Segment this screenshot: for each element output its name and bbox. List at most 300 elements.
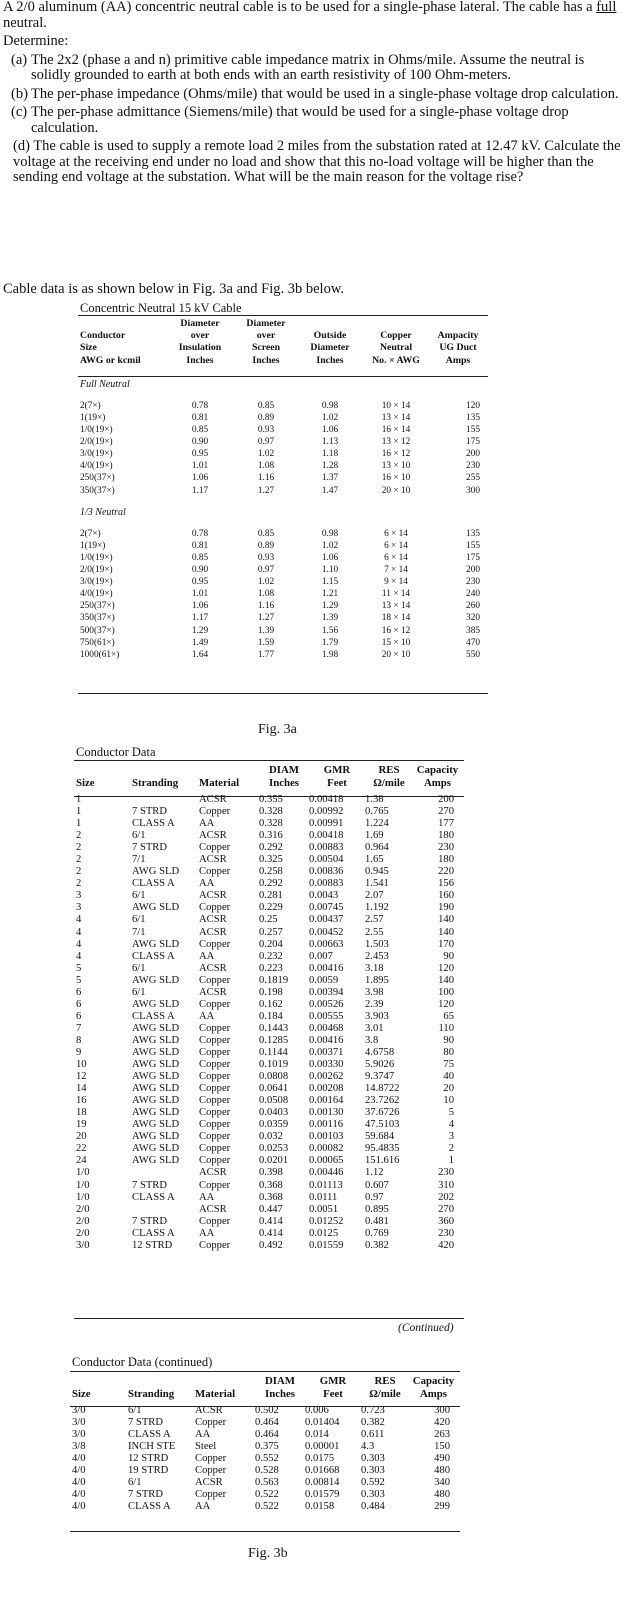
fig3a-cell: 0.97	[257, 437, 275, 448]
cd-cell: 0.01559	[309, 1239, 344, 1251]
table-row	[76, 951, 462, 963]
cd-cell: 90	[443, 950, 454, 962]
cd-cell: 0.00745	[309, 902, 344, 914]
fig3a-cell: 0.85	[257, 528, 275, 539]
fig3a-cell: 0.81	[191, 413, 209, 423]
determine-label: Determine:	[3, 33, 69, 49]
conductor-data-cont-title: Conductor Data (continued)	[72, 1355, 213, 1369]
cd-cell: 59.684	[365, 1131, 395, 1143]
fig3a-col-header-line: Insulation	[178, 342, 222, 354]
fig3a-col-header-line: over	[190, 330, 210, 342]
cd-cell: 80	[443, 1046, 454, 1058]
cd-cell: 360	[438, 1215, 454, 1227]
cd-col-header: Size	[76, 777, 95, 789]
cd-cell: Copper	[195, 1453, 227, 1465]
fig3a-row	[80, 424, 486, 436]
table-row	[76, 1047, 462, 1059]
fig3a-col-header-line: No. × AWG	[372, 354, 420, 366]
cd-cell: 0.00065	[309, 1155, 344, 1167]
cd-cell: CLASS A	[128, 1429, 171, 1441]
fig3a-cell: 350(37×)	[80, 613, 115, 624]
fig3a-row	[80, 400, 486, 412]
fig3a-cell: 6 × 14	[384, 528, 408, 539]
cd-cell: 4/0	[72, 1501, 86, 1513]
cd-cell: 0.97	[365, 1191, 384, 1203]
fig3a-cell: 16 × 12	[381, 449, 411, 460]
cd-cell: 156	[438, 878, 454, 890]
cd-cell: INCH STE	[128, 1441, 176, 1453]
cd-cell: AWG SLD	[132, 1095, 180, 1107]
fig3a-cell: 1.47	[321, 485, 339, 496]
fig3a-cell: 13 × 10	[381, 461, 411, 472]
fig3a-cell: 350(37×)	[80, 485, 115, 496]
cd-cell: 0.01579	[305, 1489, 340, 1501]
cd-cell: 0.528	[255, 1465, 279, 1477]
fig3a-section-row	[80, 379, 486, 391]
cd-col-header: Material	[199, 777, 240, 789]
fig3a-col-header-line: Conductor	[80, 330, 126, 342]
cd-col-header: Feet	[323, 1388, 343, 1400]
cd-cell: Copper	[199, 866, 231, 878]
cd-col-header: Feet	[327, 777, 347, 789]
cd-cell: 0.00416	[309, 1034, 344, 1046]
cd-cell: Copper	[195, 1465, 227, 1477]
cd-cell: 3	[76, 902, 82, 914]
cd-cell: 23.7262	[365, 1095, 400, 1107]
cd-cell: ACSR	[199, 986, 227, 998]
cd-cell: 151.616	[365, 1155, 400, 1167]
cd-col-header-top	[72, 1375, 128, 1388]
fig3b-caption: Fig. 3b	[248, 1546, 288, 1561]
cd-cell: 2.07	[365, 890, 384, 902]
fig3a-cell: 1.29	[191, 625, 209, 636]
cd-cell: 0.00001	[305, 1441, 340, 1453]
cd-cell: 20	[443, 1083, 454, 1095]
cd-col-header: Stranding	[128, 1388, 175, 1400]
cd-cell: 0.232	[259, 950, 283, 962]
cd-cell: 0.0808	[259, 1071, 289, 1083]
cd-cell: 0.964	[365, 842, 389, 854]
cd-cell: 1.69	[365, 830, 384, 842]
cd-cell: 177	[438, 818, 454, 830]
fig3a-col-header-line: Diameter	[246, 318, 286, 329]
cd-cell: 0.502	[255, 1405, 279, 1416]
fig3a-cell: 0.89	[257, 413, 275, 423]
cd-cell: 12 STRD	[128, 1453, 169, 1465]
cd-cell: 1.895	[365, 974, 389, 986]
cd-cell: 0.0201	[259, 1155, 289, 1167]
fig3a-cell: 1.56	[321, 625, 339, 636]
cd-col-header: Size	[72, 1388, 91, 1400]
fig3a-cell: 0.98	[321, 528, 339, 539]
fig3a-cell: 16 × 10	[381, 473, 411, 484]
cd-cell: AWG SLD	[132, 902, 180, 914]
cd-cell: CLASS A	[128, 1501, 171, 1513]
table-row	[72, 1441, 458, 1453]
cd-cell: 0.01668	[305, 1465, 340, 1477]
cd-cell: 9	[76, 1046, 82, 1058]
cd-cell: Copper	[199, 1046, 231, 1058]
fig3a-cell: 1.16	[257, 601, 275, 612]
cd-cell: 3.01	[365, 1022, 384, 1034]
table-row	[76, 818, 462, 830]
table-row	[76, 878, 462, 890]
cd-cell: 1.65	[365, 854, 384, 866]
cd-cell: 4	[76, 914, 82, 926]
cd-cell: 180	[438, 854, 454, 866]
cd-cell: 0.204	[259, 938, 283, 950]
cd-cell: 2.57	[365, 914, 384, 926]
cd-cell: 0.00116	[309, 1119, 344, 1131]
table-row	[76, 1216, 462, 1228]
cd-cell: 0.00082	[309, 1143, 344, 1155]
fig3a-cell: 1.10	[321, 565, 339, 576]
fig3a-cell: 18 × 14	[381, 613, 411, 624]
fig3a-cell: 1.79	[321, 637, 339, 648]
fig3a-cell: 255	[466, 473, 480, 484]
cd-cell: 19 STRD	[128, 1465, 169, 1477]
cd-cell: 0.0125	[309, 1227, 339, 1239]
cd-cell: 0.447	[259, 1203, 283, 1215]
cd-cell: Copper	[195, 1489, 227, 1501]
fig3a-cell: 1.08	[257, 461, 275, 472]
cd-cell: 0.464	[255, 1429, 279, 1441]
cd-cell: AWG SLD	[132, 998, 180, 1010]
table-row	[76, 1071, 462, 1083]
cd-cell: AWG SLD	[132, 1131, 180, 1143]
cd-cell: 2.453	[365, 950, 389, 962]
fig3a-row	[80, 436, 486, 448]
fig3a-bottom-rule	[78, 693, 488, 694]
fig3a-cell: 1.49	[191, 637, 209, 648]
cd-cell: 0.481	[365, 1215, 389, 1227]
fig3a-cell: 1.17	[191, 613, 209, 624]
cd-cell: 8	[76, 1034, 82, 1046]
cd-cell: Copper	[199, 1059, 231, 1071]
cd-cell: 0.414	[259, 1227, 283, 1239]
cd-cell: 2	[76, 854, 82, 866]
fig3a-cell: 175	[466, 552, 480, 563]
table-row	[76, 1143, 462, 1155]
fig3a-cell: 4/0(19×)	[80, 461, 113, 472]
cd-cell: 220	[438, 866, 454, 878]
fig3a-cell: 320	[466, 613, 480, 624]
cd-cell: 140	[438, 926, 454, 938]
cd-cell: ACSR	[199, 914, 227, 926]
cd-cell: ACSR	[199, 1203, 227, 1215]
cd-cell: 1.503	[365, 938, 389, 950]
fig3a-row	[80, 564, 486, 576]
cd-cell: 0.198	[259, 986, 283, 998]
fig3a-cell: 0.85	[191, 425, 209, 436]
cd-cell: 7 STRD	[132, 806, 168, 818]
cd-cell: 0.292	[259, 878, 283, 890]
cd-cell: 0.492	[259, 1239, 283, 1251]
cd-cell: 0.229	[259, 902, 283, 914]
cd-cell: 1	[448, 1155, 454, 1167]
cd-cell: 12	[76, 1071, 87, 1083]
cd-cell: 0.007	[309, 950, 333, 962]
cd-cell: ACSR	[199, 794, 227, 805]
cd-cell: 230	[438, 1227, 454, 1239]
cd-col-header: Ω/mile	[369, 1388, 401, 1400]
fig3a-cell: 16 × 12	[381, 625, 411, 636]
cd-col-header-top: Capacity	[416, 764, 459, 776]
cd-cell: CLASS A	[132, 818, 175, 830]
cd-cell: 0.303	[361, 1489, 385, 1501]
cd-cell: AWG SLD	[132, 974, 180, 986]
cd-cell: 0.223	[259, 962, 283, 974]
cd-cell: AA	[195, 1429, 211, 1441]
fig3a-cell: 0.85	[191, 552, 209, 563]
fig3a-col-header	[80, 318, 166, 367]
fig3a-col-header	[430, 318, 486, 367]
fig3a-col-header-line: Inches	[252, 354, 280, 366]
cd-cell: 12 STRD	[132, 1239, 173, 1251]
conductor-data-table	[76, 764, 462, 1252]
fig3a-cell: 0.81	[191, 540, 209, 551]
fig3a-cell: 0.93	[257, 552, 275, 563]
fig3a-cell: 1.77	[257, 649, 275, 660]
cd-cell: 0.325	[259, 854, 283, 866]
cd-table-wrap	[76, 764, 462, 1252]
table-row	[72, 1453, 458, 1465]
cd-cell: 420	[434, 1417, 450, 1429]
cd-cell: ACSR	[199, 1167, 227, 1179]
cd-cell: 0.0641	[259, 1083, 289, 1095]
table-row	[76, 1155, 462, 1167]
cd-cell: AWG SLD	[132, 1083, 180, 1095]
cd-cell: 0.00526	[309, 998, 344, 1010]
cd-cell: 0.01113	[309, 1179, 343, 1191]
fig3a-cell: 1.28	[321, 461, 339, 472]
fig3a-cell: 3/0(19×)	[80, 449, 113, 460]
fig3a-row	[80, 637, 486, 649]
fig3a-row	[80, 588, 486, 600]
fig3a-cell: 240	[466, 589, 480, 600]
cd-cell: Copper	[199, 1022, 231, 1034]
fig3a-col-header-line: Size	[80, 342, 97, 354]
fig3a-cell: 470	[466, 637, 480, 648]
cd-cell: ACSR	[199, 830, 227, 842]
cd-cell: 7 STRD	[132, 842, 168, 854]
cd-cell: 0.00330	[309, 1059, 344, 1071]
cd-cell: 14.8722	[365, 1083, 400, 1095]
cd-cell: 75	[443, 1059, 454, 1071]
cd-cell: ACSR	[195, 1477, 223, 1489]
table-row	[76, 854, 462, 866]
cd-cell: 0.00394	[309, 986, 344, 998]
cd-cell: AA	[199, 878, 215, 890]
cd-col-header-top: RES	[378, 764, 400, 776]
cd-cell: 480	[434, 1465, 450, 1477]
cd-cell: 7 STRD	[132, 1215, 168, 1227]
cd-cell: Copper	[199, 998, 231, 1010]
cd-cell: 0.0158	[305, 1501, 335, 1513]
fig3a-cell: 120	[466, 400, 480, 411]
cd-cell: 0.00814	[305, 1477, 340, 1489]
cd2-top-rule	[70, 1371, 460, 1372]
fig3a-cell: 1.02	[321, 413, 339, 423]
cd-cell: 5.9026	[365, 1059, 395, 1071]
cd-cell: 0.1144	[259, 1046, 288, 1058]
table-row	[76, 1035, 462, 1047]
fig3a-cell: 1.01	[191, 461, 209, 472]
problem-statement	[3, 0, 625, 186]
fig3a-cell: 6 × 14	[384, 540, 408, 551]
part-b: (b) The per-phase impedance (Ohms/mile) that would be used in a single-phase voltage drop calculation.	[11, 85, 619, 102]
cd-cell: 3.98	[365, 986, 384, 998]
cd-cell: 6/1	[128, 1477, 142, 1489]
cd-cell: 0.769	[365, 1227, 389, 1239]
table-row	[76, 1095, 462, 1107]
fig3a-col-header-line: AWG or kcmil	[80, 354, 141, 366]
cd-cell: 0.368	[259, 1179, 283, 1191]
fig3a-cell: 1(19×)	[80, 413, 106, 423]
cd-cell: 0.00103	[309, 1131, 344, 1143]
fig3a-row	[80, 600, 486, 612]
cd-cell: 3/0	[72, 1405, 86, 1416]
fig3a-cell: 7 × 14	[384, 565, 408, 576]
cd-cell: 0.414	[259, 1215, 283, 1227]
table-row	[76, 1083, 462, 1095]
table-row	[76, 927, 462, 939]
fig3a-cell: 0.78	[191, 528, 209, 539]
fig3a-cell: 2/0(19×)	[80, 565, 113, 576]
cd-header-rule	[74, 796, 464, 797]
cd-cell: 2/0	[76, 1203, 90, 1215]
cd-cell: 0.292	[259, 842, 283, 854]
cd-cell: ACSR	[199, 854, 227, 866]
cd-cell: 0.1819	[259, 974, 289, 986]
cd-cell: 140	[438, 974, 454, 986]
cd-cell: 0.0059	[309, 974, 339, 986]
table-row	[76, 999, 462, 1011]
cd-col-header-top: Capacity	[412, 1375, 455, 1387]
cd-cell: 1/0	[76, 1191, 90, 1203]
table-row	[76, 1167, 462, 1179]
cd-cell: 65	[443, 1010, 454, 1022]
cd-col-header-top	[132, 764, 199, 777]
fig3a-cell: 230	[466, 461, 480, 472]
cd-cell: 0.945	[365, 866, 389, 878]
cd-cell: 0.522	[255, 1501, 279, 1513]
cd-cell: 480	[434, 1489, 450, 1501]
cd-cell: 190	[438, 902, 454, 914]
cd-cell: 0.0508	[259, 1095, 289, 1107]
table-row	[76, 1240, 462, 1252]
fig3a-caption: Fig. 3a	[258, 722, 297, 737]
cd-cell: AWG SLD	[132, 1155, 180, 1167]
cd-cell: ACSR	[199, 926, 227, 938]
cd-cell: 160	[438, 890, 454, 902]
cd-cell: AWG SLD	[132, 1034, 180, 1046]
cd-cell: Copper	[199, 806, 231, 818]
cd-cell: 2	[76, 866, 82, 878]
cd-cell: ACSR	[199, 890, 227, 902]
cd-cell: AA	[199, 950, 215, 962]
cd-cell: 0.1443	[259, 1022, 289, 1034]
cd-cell: 3.8	[365, 1034, 379, 1046]
cd-cell: 0.0051	[309, 1203, 339, 1215]
part-d: (d) The cable is used to supply a remote load 2 miles from the substation rated at 12.47 kV. Calculate the voltage at the receiving end under no load and show that this no-load voltage will be higher than the sending end voltage at the substation. What will be the main reason for the voltage rise?	[13, 138, 621, 185]
cd-cell: 0.258	[259, 866, 283, 878]
fig3a-cell: 13 × 14	[381, 601, 411, 612]
fig3a-cell: 260	[466, 601, 480, 612]
cd-cell: 0.00418	[309, 830, 344, 842]
fig3a-section-row	[80, 507, 486, 519]
cd-cell: 3.18	[365, 962, 384, 974]
fig3a-cell: 1.17	[191, 485, 209, 496]
fig3a-cell: 10 × 14	[381, 400, 411, 411]
fig3a-col-header	[166, 318, 234, 367]
fig3a-cell: 20 × 10	[381, 485, 411, 496]
cd-cell: 2	[448, 1143, 454, 1155]
cd-cell: ACSR	[199, 962, 227, 974]
fig3a-row	[80, 528, 486, 540]
cd-cell: 40	[443, 1071, 454, 1083]
cd-cell: 2	[76, 830, 82, 842]
fig3a-cell: 175	[466, 437, 480, 448]
fig3a-cell: 200	[466, 449, 480, 460]
cd-cell: 0.162	[259, 998, 283, 1010]
cd-cell: 0.522	[255, 1489, 279, 1501]
fig3a-cell: 230	[466, 577, 480, 588]
cd-cell: 0.0175	[305, 1453, 335, 1465]
cd-cell: 0.1285	[259, 1034, 289, 1046]
cd-cell: 1.541	[365, 878, 389, 890]
table-row	[76, 975, 462, 987]
cd-cell: AWG SLD	[132, 938, 180, 950]
fig3a-cell: 1.21	[321, 589, 339, 600]
cd-cell: 0.00555	[309, 1010, 344, 1022]
fig3a-row	[80, 472, 486, 484]
cd-cell: CLASS A	[132, 1191, 175, 1203]
cd-cell: 0.014	[305, 1429, 329, 1441]
cd-cell: 0.01404	[305, 1417, 340, 1429]
cd-cell: 100	[438, 986, 454, 998]
cd-cell: 6	[76, 986, 82, 998]
fig3a-cell: 1000(61×)	[80, 649, 120, 660]
cd-cell: 1.12	[365, 1167, 384, 1179]
cd-cell: Copper	[199, 1179, 231, 1191]
cd-cell: 0.464	[255, 1417, 279, 1429]
cd-cell: 270	[438, 806, 454, 818]
fig3a-cell: 1.98	[321, 649, 339, 660]
cd-cell: 0.00130	[309, 1107, 344, 1119]
cd-cell: Copper	[199, 1107, 231, 1119]
fig3a-cell: 1.59	[257, 637, 275, 648]
fig3a-cell: 155	[466, 425, 480, 436]
cd-cell: 0.00468	[309, 1022, 344, 1034]
cd-bottom-rule	[74, 1318, 464, 1319]
cd-cell: 110	[438, 1022, 454, 1034]
fig3a-col-header	[234, 318, 298, 367]
cd-cell: 202	[438, 1191, 454, 1203]
fig3a-section	[80, 497, 486, 661]
fig3a-cell: 1.64	[191, 649, 209, 660]
cd-cell: 490	[434, 1453, 450, 1465]
fig3a-cell: 1.06	[321, 552, 339, 563]
fig3a-col-header-line: Neutral	[379, 342, 413, 354]
cd-col-header: Inches	[265, 1388, 295, 1400]
table-row	[72, 1417, 458, 1429]
cd-cell: 3	[448, 1131, 454, 1143]
cd-cell: 0.723	[361, 1405, 385, 1416]
cd2-bottom-rule	[70, 1531, 460, 1532]
cd-cell: 19	[76, 1119, 87, 1131]
cd-cell: 0.328	[259, 818, 283, 830]
